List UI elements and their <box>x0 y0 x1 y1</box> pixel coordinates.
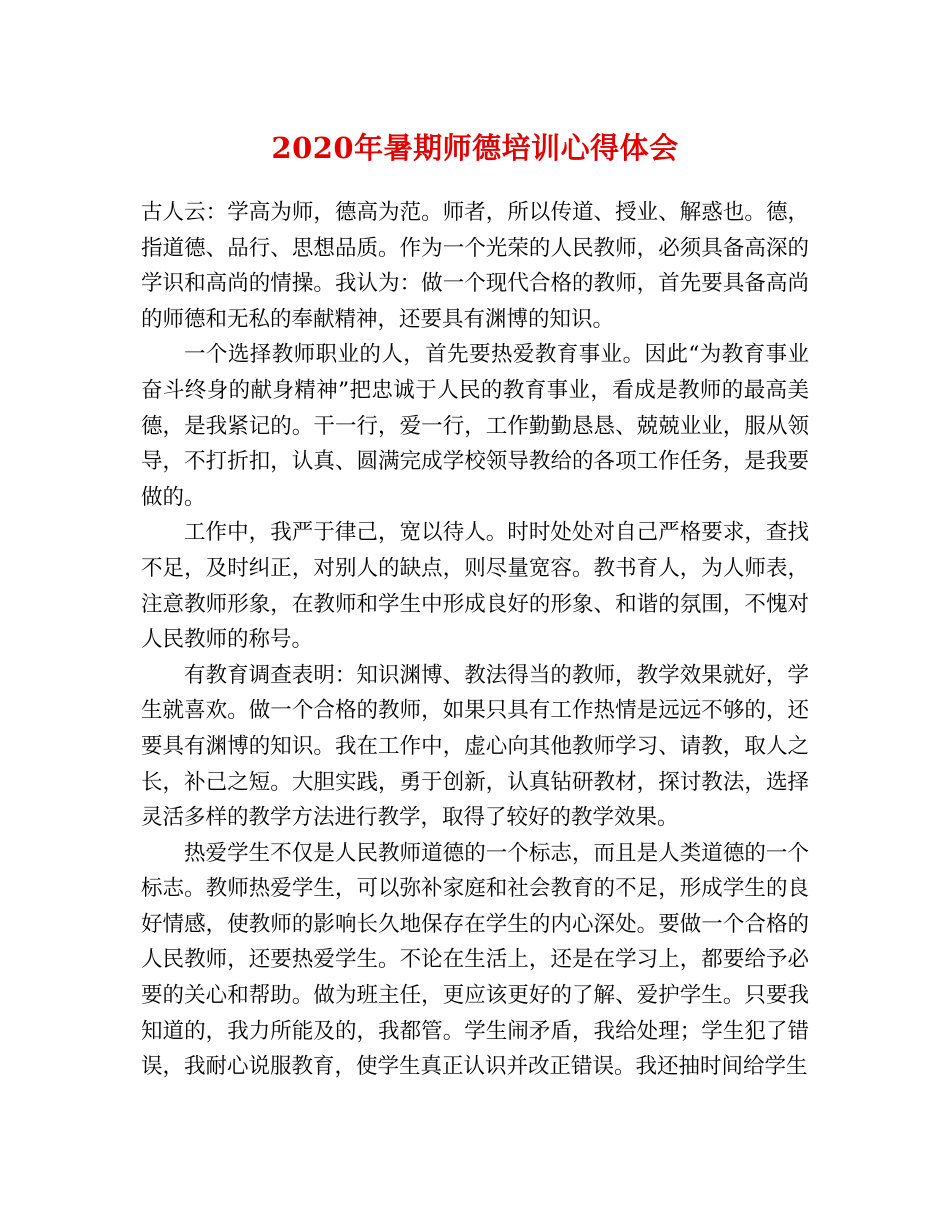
paragraph-4: 有教育调查表明：知识渊博、教法得当的教师，教学效果就好，学生就喜欢。做一个合格的教师，如果只具有工作热情是远远不够的，还要具有渊博的知识。我在工作中，虚心向其他教师学习、请教，取人之长，补己之短。大胆实践，勇于创新，认真钻研教材，探讨教法，选择灵活多样的教学方法进行教学，取得了较好的教学效果。 <box>141 662 809 831</box>
document-body <box>141 195 809 1085</box>
paragraph-1: 古人云：学高为师，德高为范。师者，所以传道、授业、解惑也。德，指道德、品行、思想品质。作为一个光荣的人民教师，必须具备高深的学识和高尚的情操。我认为：做一个现代合格的教师，首先要具备高尚的师德和无私的奉献精神，还要具有渊博的知识。 <box>141 200 809 332</box>
document-title: 2020年暑期师德培训心得体会 <box>271 131 679 165</box>
paragraph-2: 一个选择教师职业的人，首先要热爱教育事业。因此“为教育事业奋斗终身的献身精神”把忠诚于人民的教育事业，看成是教师的最高美德，是我紧记的。干一行，爱一行，工作勤勤恳恳、兢兢业业，服从领导，不打折扣，认真、圆满完成学校领导教给的各项工作任务，是我要做的。 <box>141 342 809 510</box>
paragraph-3: 工作中，我严于律己，宽以待人。时时处处对自己严格要求，查找不足，及时纠正，对别人的缺点，则尽量宽容。教书育人，为人师表，注意教师形象，在教师和学生中形成良好的形象、和谐的氛围，不愧对人民教师的称号。 <box>141 520 809 653</box>
paragraph-5: 热爱学生不仅是人民教师道德的一个标志，而且是人类道德的一个标志。教师热爱学生，可以弥补家庭和社会教育的不足，形成学生的良好情感，使教师的影响长久地保存在学生的内心深处。要做一个合格的人民教师，还要热爱学生。不论在生活上，还是在学习上，都要给予必要的关心和帮助。做为班主任，更应该更好的了解、爱护学生。只要我知道的，我力所能及的，我都管。学生闹矛盾，我给处理；学生犯了错误，我耐心说服教育，使学生真正认识并改正错误。我还抽时间给学生 <box>141 840 809 1080</box>
